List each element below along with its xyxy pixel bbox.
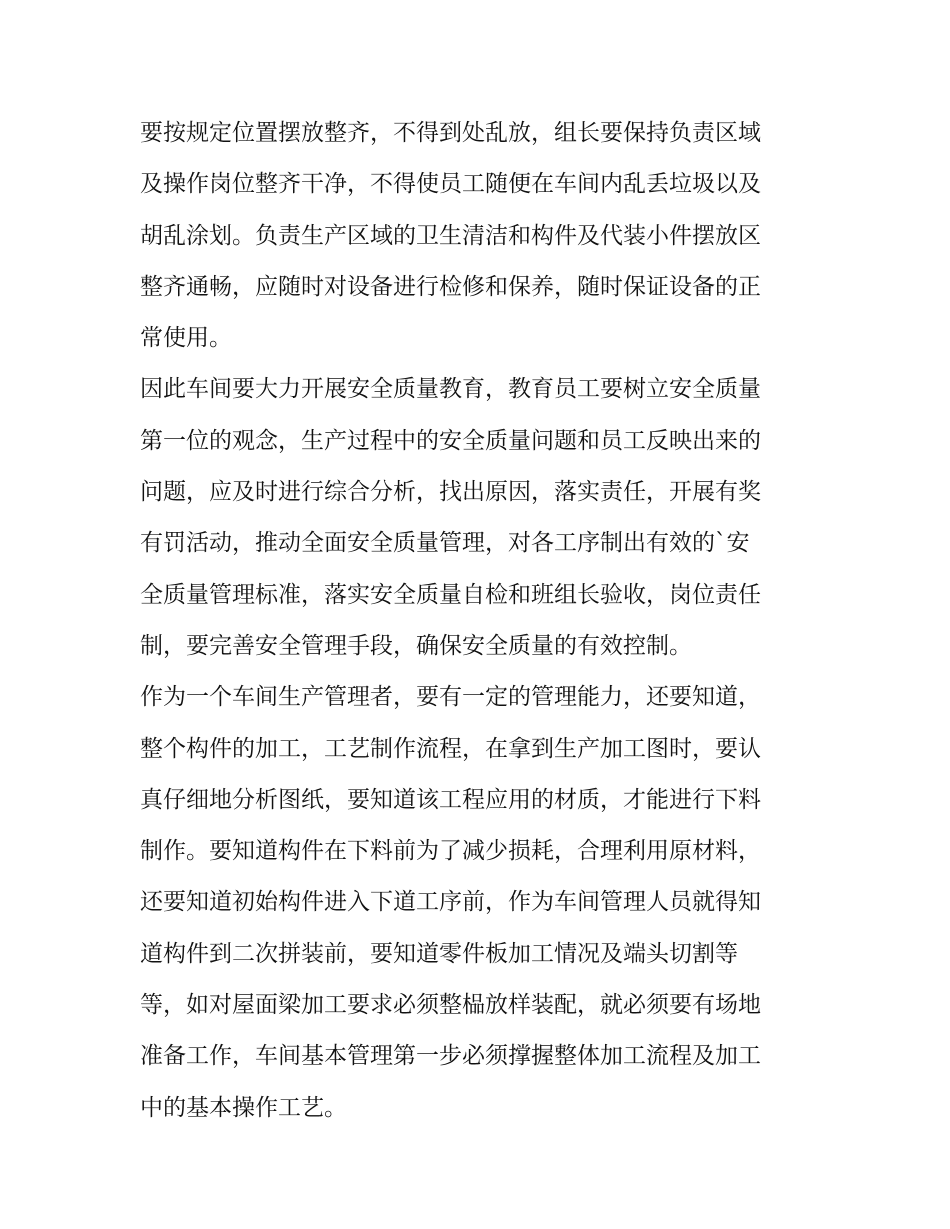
text-line: 全质量管理标准，落实安全质量自检和班组长验收，岗位责任 — [140, 581, 761, 608]
text-line: 制作。要知道构件在下料前为了减少损耗，合理利用原材料， — [140, 838, 761, 865]
text-line: 因此车间要大力开展安全质量教育，教育员工要树立安全质量 — [140, 376, 761, 403]
text-line: 道构件到二次拼装前，要知道零件板加工情况及端头切割等 — [140, 940, 738, 967]
text-line: 常使用。 — [140, 325, 232, 352]
text-line: 及操作岗位整齐干净，不得使员工随便在车间内乱丢垃圾以及 — [140, 171, 761, 198]
text-line: 要按规定位置摆放整齐，不得到处乱放，组长要保持负责区域 — [140, 120, 761, 146]
text-line: 作为一个车间生产管理者，要有一定的管理能力，还要知道， — [140, 684, 761, 711]
body-text — [140, 108, 820, 1134]
text-line: 胡乱涂划。负责生产区域的卫生清洁和构件及代装小件摆放区 — [140, 222, 761, 249]
text-line: 真仔细地分析图纸，要知道该工程应用的材质，才能进行下料 — [140, 786, 761, 813]
text-line: 有罚活动，推动全面安全质量管理，对各工序制出有效的`安 — [140, 530, 750, 557]
text-line: 还要知道初始构件进入下道工序前，作为车间管理人员就得知 — [140, 889, 761, 916]
text-line: 问题，应及时进行综合分析，找出原因，落实责任，开展有奖 — [140, 479, 761, 506]
text-line: 整齐通畅，应随时对设备进行检修和保养，随时保证设备的正 — [140, 273, 761, 300]
text-line: 制，要完善安全管理手段，确保安全质量的有效控制。 — [140, 632, 692, 659]
text-line: 准备工作，车间基本管理第一步必须撑握整体加工流程及加工 — [140, 1043, 761, 1070]
text-line: 中的基本操作工艺。 — [140, 1094, 347, 1121]
text-line: 第一位的观念，生产过程中的安全质量问题和员工反映出来的 — [140, 427, 761, 454]
text-line: 等，如对屋面梁加工要求必须整榀放样装配，就必须要有场地 — [140, 992, 761, 1019]
text-line: 整个构件的加工，工艺制作流程，在拿到生产加工图时，要认 — [140, 735, 761, 762]
